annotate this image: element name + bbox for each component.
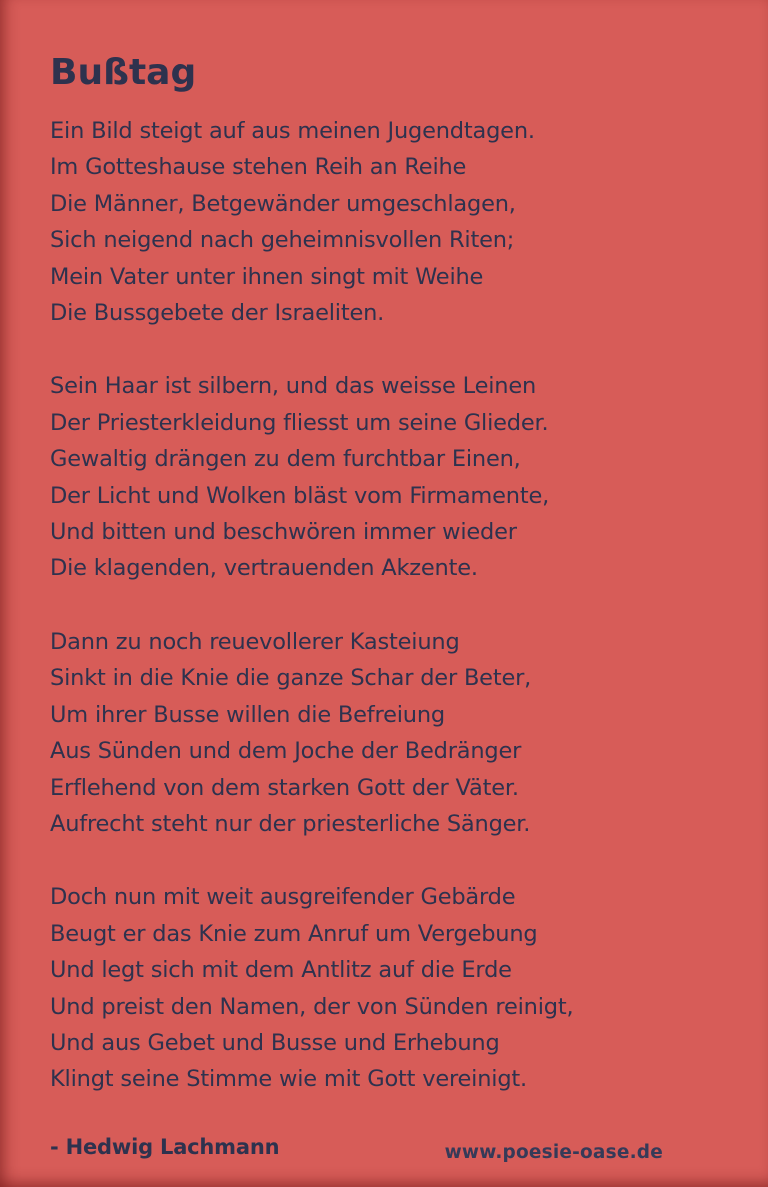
stanza-4 bbox=[50, 879, 720, 1097]
stanza-2 bbox=[50, 368, 720, 586]
poem-line: Die klagenden, vertrauenden Akzente. bbox=[50, 555, 478, 582]
poem-line: Doch nun mit weit ausgreifender Gebärde bbox=[50, 884, 516, 911]
poem-line: Mein Vater unter ihnen singt mit Weihe bbox=[50, 263, 484, 290]
stanza-3 bbox=[50, 624, 720, 842]
poem-line: Erflehend von dem starken Gott der Väter. bbox=[50, 774, 519, 801]
poem-line: Beugt er das Knie zum Anruf um Vergebung bbox=[50, 920, 538, 947]
poem-line: Sinkt in die Knie die ganze Schar der Beter, bbox=[50, 665, 532, 692]
poem-line: Der Licht und Wolken bläst vom Firmamente, bbox=[50, 482, 550, 509]
poem-line: Ein Bild steigt auf aus meinen Jugendtagen. bbox=[50, 118, 535, 144]
watermark-url: www.poesie-oase.de bbox=[444, 1142, 663, 1163]
poem-line: Und bitten und beschwören immer wieder bbox=[50, 519, 517, 546]
poem-line: Und legt sich mit dem Antlitz auf die Erde bbox=[50, 957, 512, 984]
poem-line: Die Männer, Betgewänder umgeschlagen, bbox=[50, 190, 516, 217]
stanza-1 bbox=[50, 113, 720, 331]
poem-line: Der Priesterkleidung fliesst um seine Glieder. bbox=[50, 409, 549, 436]
poem-line: Im Gotteshause stehen Reih an Reihe bbox=[50, 154, 467, 181]
poem-line: Aufrecht steht nur der priesterliche Sänger. bbox=[50, 810, 531, 837]
poem-line: Dann zu noch reuevollerer Kasteiung bbox=[50, 628, 460, 655]
poem-title: Bußtag bbox=[50, 52, 197, 93]
poem-line: Aus Sünden und dem Joche der Bedränger bbox=[50, 738, 522, 765]
poem-line: Und aus Gebet und Busse und Erhebung bbox=[50, 1029, 500, 1056]
poem-line: Klingt seine Stimme wie mit Gott vereinigt. bbox=[50, 1066, 527, 1093]
poem-line: Die Bussgebete der Israeliten. bbox=[50, 300, 385, 327]
poem-line: Um ihrer Busse willen die Befreiung bbox=[50, 701, 445, 728]
poem-line: Sein Haar ist silbern, und das weisse Leinen bbox=[50, 373, 537, 400]
poem-line: Gewaltig drängen zu dem furchtbar Einen, bbox=[50, 446, 521, 473]
poem-line: Sich neigend nach geheimnisvollen Riten; bbox=[50, 227, 515, 254]
poem-author: - Hedwig Lachmann bbox=[50, 1134, 280, 1159]
poem-line: Und preist den Namen, der von Sünden reinigt, bbox=[50, 993, 574, 1020]
